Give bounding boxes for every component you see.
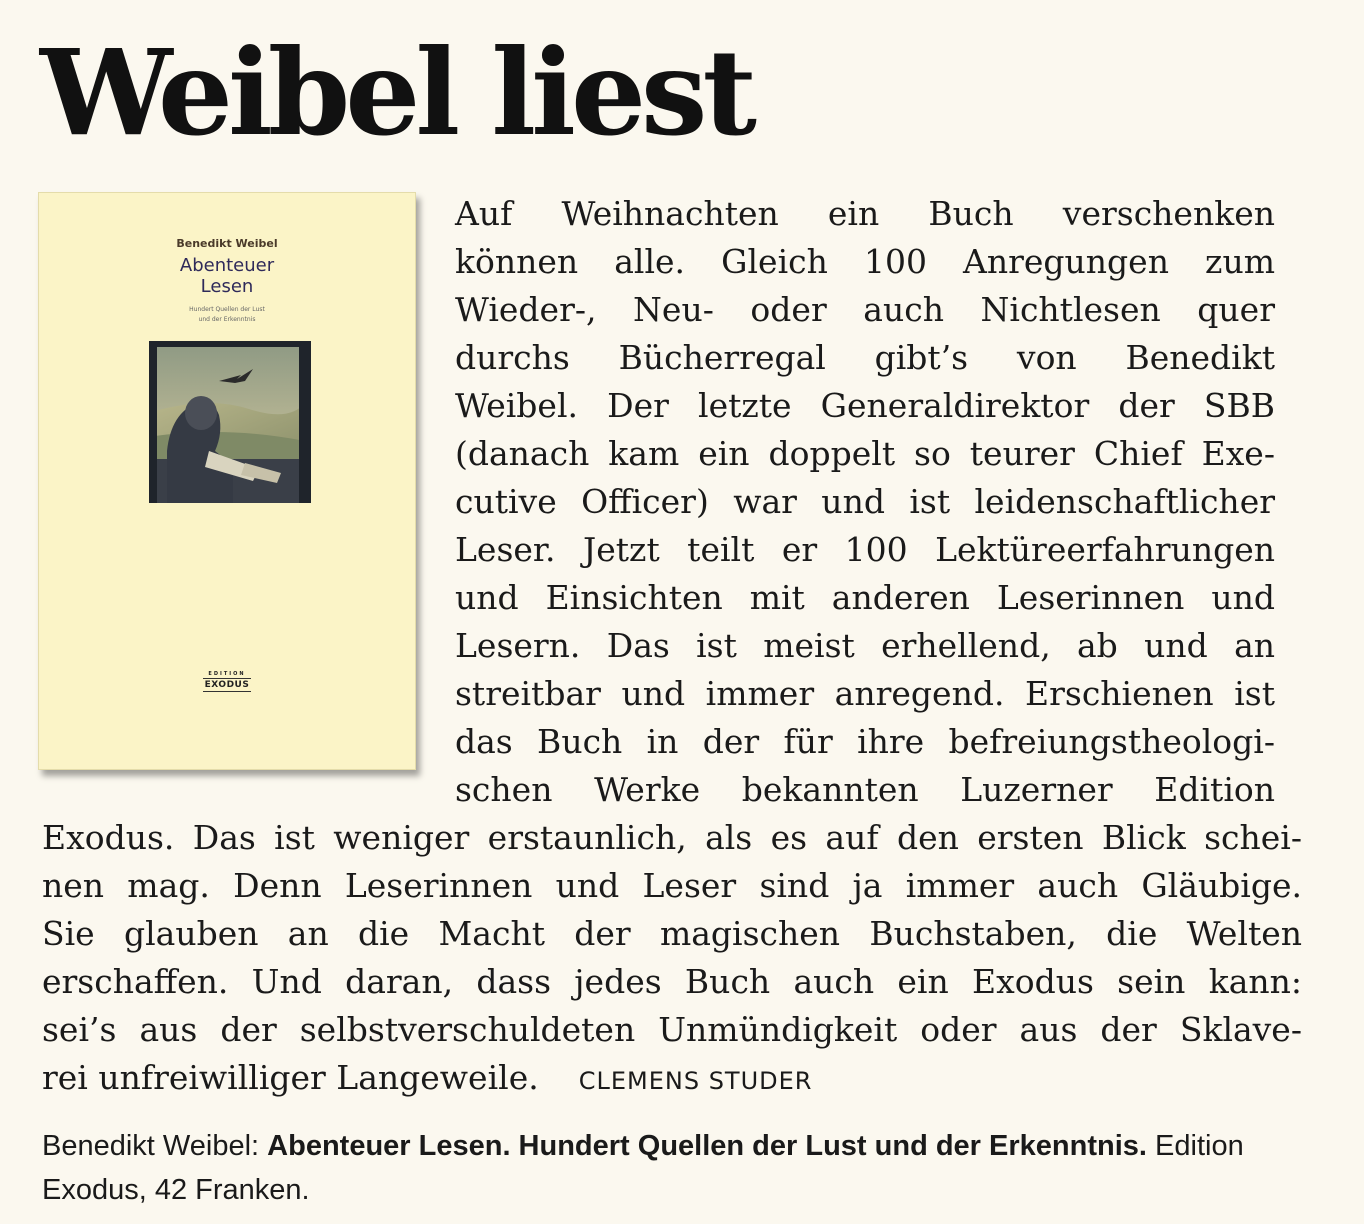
headline: Weibel liest — [40, 23, 752, 162]
body-line: streitbar und immer anregend. Erschienen ist — [455, 674, 1275, 713]
body-line: Auf Weihnachten ein Buch verschenken — [455, 194, 1275, 233]
body-line: (danach kam ein doppelt so teurer Chief Exe- — [455, 434, 1275, 473]
body-line: Wieder-, Neu- oder auch Nichtlesen quer — [455, 290, 1275, 329]
body-line: nen mag. Denn Leserinnen und Leser sind ja immer auch Gläubige. — [42, 866, 1302, 905]
body-line: Weibel. Der letzte Generaldirektor der SBB — [455, 386, 1275, 425]
body-line: durchs Bücherregal gibt’s von Benedikt — [455, 338, 1275, 377]
book-cover — [38, 192, 416, 770]
author-byline: CLEMENS STUDER — [578, 1067, 813, 1095]
body-line: Exodus. Das ist weniger erstaunlich, als es auf den ersten Blick schei- — [42, 818, 1302, 857]
body-line: das Buch in der für ihre befreiungstheologi- — [455, 722, 1275, 761]
body-line: sei’s aus der selbstverschuldeten Unmündigkeit oder aus der Sklave- — [42, 1010, 1302, 1049]
body-line: Leser. Jetzt teilt er 100 Lektüreerfahrungen — [455, 530, 1275, 569]
body-line: können alle. Gleich 100 Anregungen zum — [455, 242, 1275, 281]
footnote-publisher-line-1: Edition — [1155, 1130, 1244, 1162]
body-line: Lesern. Das ist meist erhellend, ab und an — [455, 626, 1275, 665]
cover-title-line-1: Abenteuer — [179, 255, 275, 276]
cover-publisher-name: EXODUS — [204, 680, 250, 690]
body-line: Sie glauben an die Macht der magischen Buchstaben, die Welten — [42, 914, 1302, 953]
cover-author: Benedikt Weibel — [176, 237, 278, 250]
cover-photo-train-window — [149, 341, 311, 503]
cover-title-line-2: Lesen — [200, 276, 254, 297]
cover-publisher-edition: EDITION — [208, 671, 246, 677]
cover-publisher-logo — [39, 671, 415, 692]
cover-subtitle-line-2: und der Erkenntnis — [198, 316, 256, 323]
body-last-line — [42, 1054, 1302, 1105]
footnote-publisher-line-2: Exodus, 42 Franken. — [42, 1174, 310, 1206]
footnote-book-title: Abenteuer Lesen. Hundert Quellen der Lust und der Erkenntnis. — [267, 1130, 1147, 1162]
body-line: erschaffen. Und daran, dass jedes Buch auch ein Exodus sein kann: — [42, 962, 1302, 1001]
body-line-text: rei unfreiwilliger Langeweile. — [42, 1058, 539, 1097]
book-info-footnote — [42, 1124, 1322, 1212]
cover-subtitle-line-1: Hundert Quellen der Lust — [189, 306, 265, 313]
body-line: und Einsichten mit anderen Leserinnen und — [455, 578, 1275, 617]
cover-subtitle — [129, 305, 325, 325]
body-line: cutive Officer) war und ist leidenschaftlicher — [455, 482, 1275, 521]
body-line: schen Werke bekannten Luzerner Edition — [455, 770, 1275, 809]
cover-title — [39, 255, 415, 297]
footnote-author: Benedikt Weibel: — [42, 1130, 260, 1162]
